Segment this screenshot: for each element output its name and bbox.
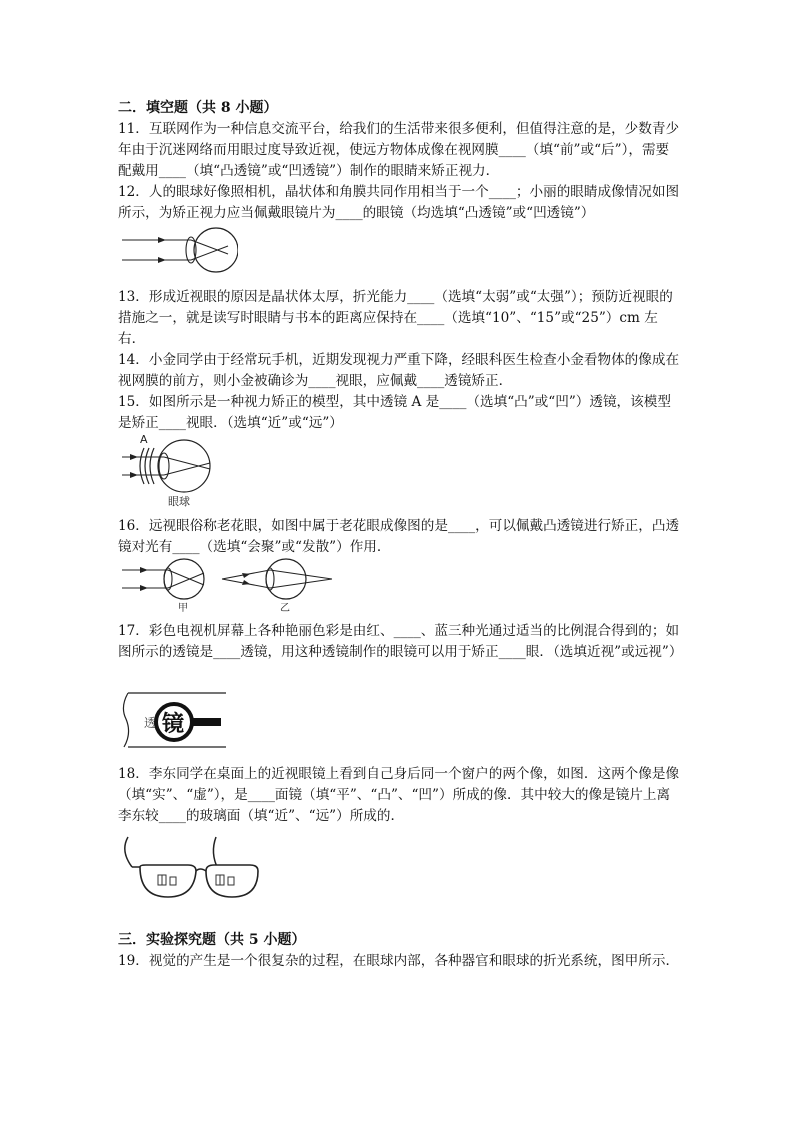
section-3-heading: 三．实验探究题（共 5 小题） xyxy=(118,932,306,948)
lens-a-label: A xyxy=(140,433,148,446)
eyeball-label: 眼球 xyxy=(168,495,190,508)
question-14: 14．小金同学由于经常玩手机，近期发现视力严重下降，经眼科医生检查小金看物体的像成在视网膜的前方，则小金被确诊为____视眼，应佩戴____透镜矫正． xyxy=(118,352,680,389)
label-yi: 乙 xyxy=(280,603,290,614)
small-char-tou: 透 xyxy=(144,716,157,730)
diagram-jia xyxy=(122,559,204,614)
question-12: 12．人的眼球好像照相机，晶状体和角膜共同作用相当于一个____；小丽的眼睛成像情况如图所示，为矫正视力应当佩戴眼镜片为____的眼镜（均选填“凸透镜”或“凹透镜”） xyxy=(118,184,680,221)
label-jia: 甲 xyxy=(178,603,188,614)
question-18: 18．李东同学在桌面上的近视眼镜上看到自己身后同一个窗户的两个像，如图．这两个像是像（填“实”、“虚”），是____面镜（填“平”、“凸”、“凹”）所成的像．其中较大的像是镜片上离李东较____的玻璃面（填“近”、“远”）所成的． xyxy=(118,766,680,824)
eye-ray-diagram-q12 xyxy=(118,224,238,276)
section-2-heading: 二．填空题（共 8 小题） xyxy=(118,100,278,116)
magnified-char-jing: 镜 xyxy=(162,712,185,737)
question-15: 15．如图所示是一种视力矫正的模型，其中透镜 A 是____（选填“凸”或“凹”）透镜，该模型是矫正____视眼．（选填“近”或“远”） xyxy=(118,394,671,431)
question-17: 17．彩色电视机屏幕上各种艳丽色彩是由红、____、蓝三种光通过适当的比例混合得到的；如图所示的透镜是____透镜，用这种透镜制作的眼镜可以用于矫正____眼．（选填近视”或远视”） xyxy=(118,623,683,660)
eye-diagrams-q16 xyxy=(118,557,348,615)
question-11: 11．互联网作为一种信息交流平台，给我们的生活带来很多便利，但值得注意的是，少数青少年由于沉迷网络而用眼过度导致近视，使远方物体成像在视网膜____（填“前”或“后”），需要配戴用____（填“凸透镜”或“凹透镜”）制作的眼睛来矫正视力． xyxy=(118,121,680,179)
question-13: 13．形成近视眼的原因是晶状体太厚，折光能力____（选填“太弱”或“太强”）；预防近视眼的措施之一，就是读写时眼睛与书本的距离应保持在____（选填“10”、“15”或“25”）cm 左右． xyxy=(118,289,673,347)
question-19: 19．视觉的产生是一个很复杂的过程，在眼球内部，各种器官和眼球的折光系统，图甲所示． xyxy=(118,953,680,969)
magnifier-figure-q17 xyxy=(118,689,230,753)
eyeglasses-figure-q18 xyxy=(118,831,264,903)
vision-correction-model-q15 xyxy=(118,432,218,510)
question-16: 16．远视眼俗称老花眼，如图中属于老花眼成像图的是____，可以佩戴凸透镜进行矫正，凸透镜对光有____（选填“会聚”或“发散”）作用． xyxy=(118,518,680,555)
diagram-yi xyxy=(222,559,332,614)
